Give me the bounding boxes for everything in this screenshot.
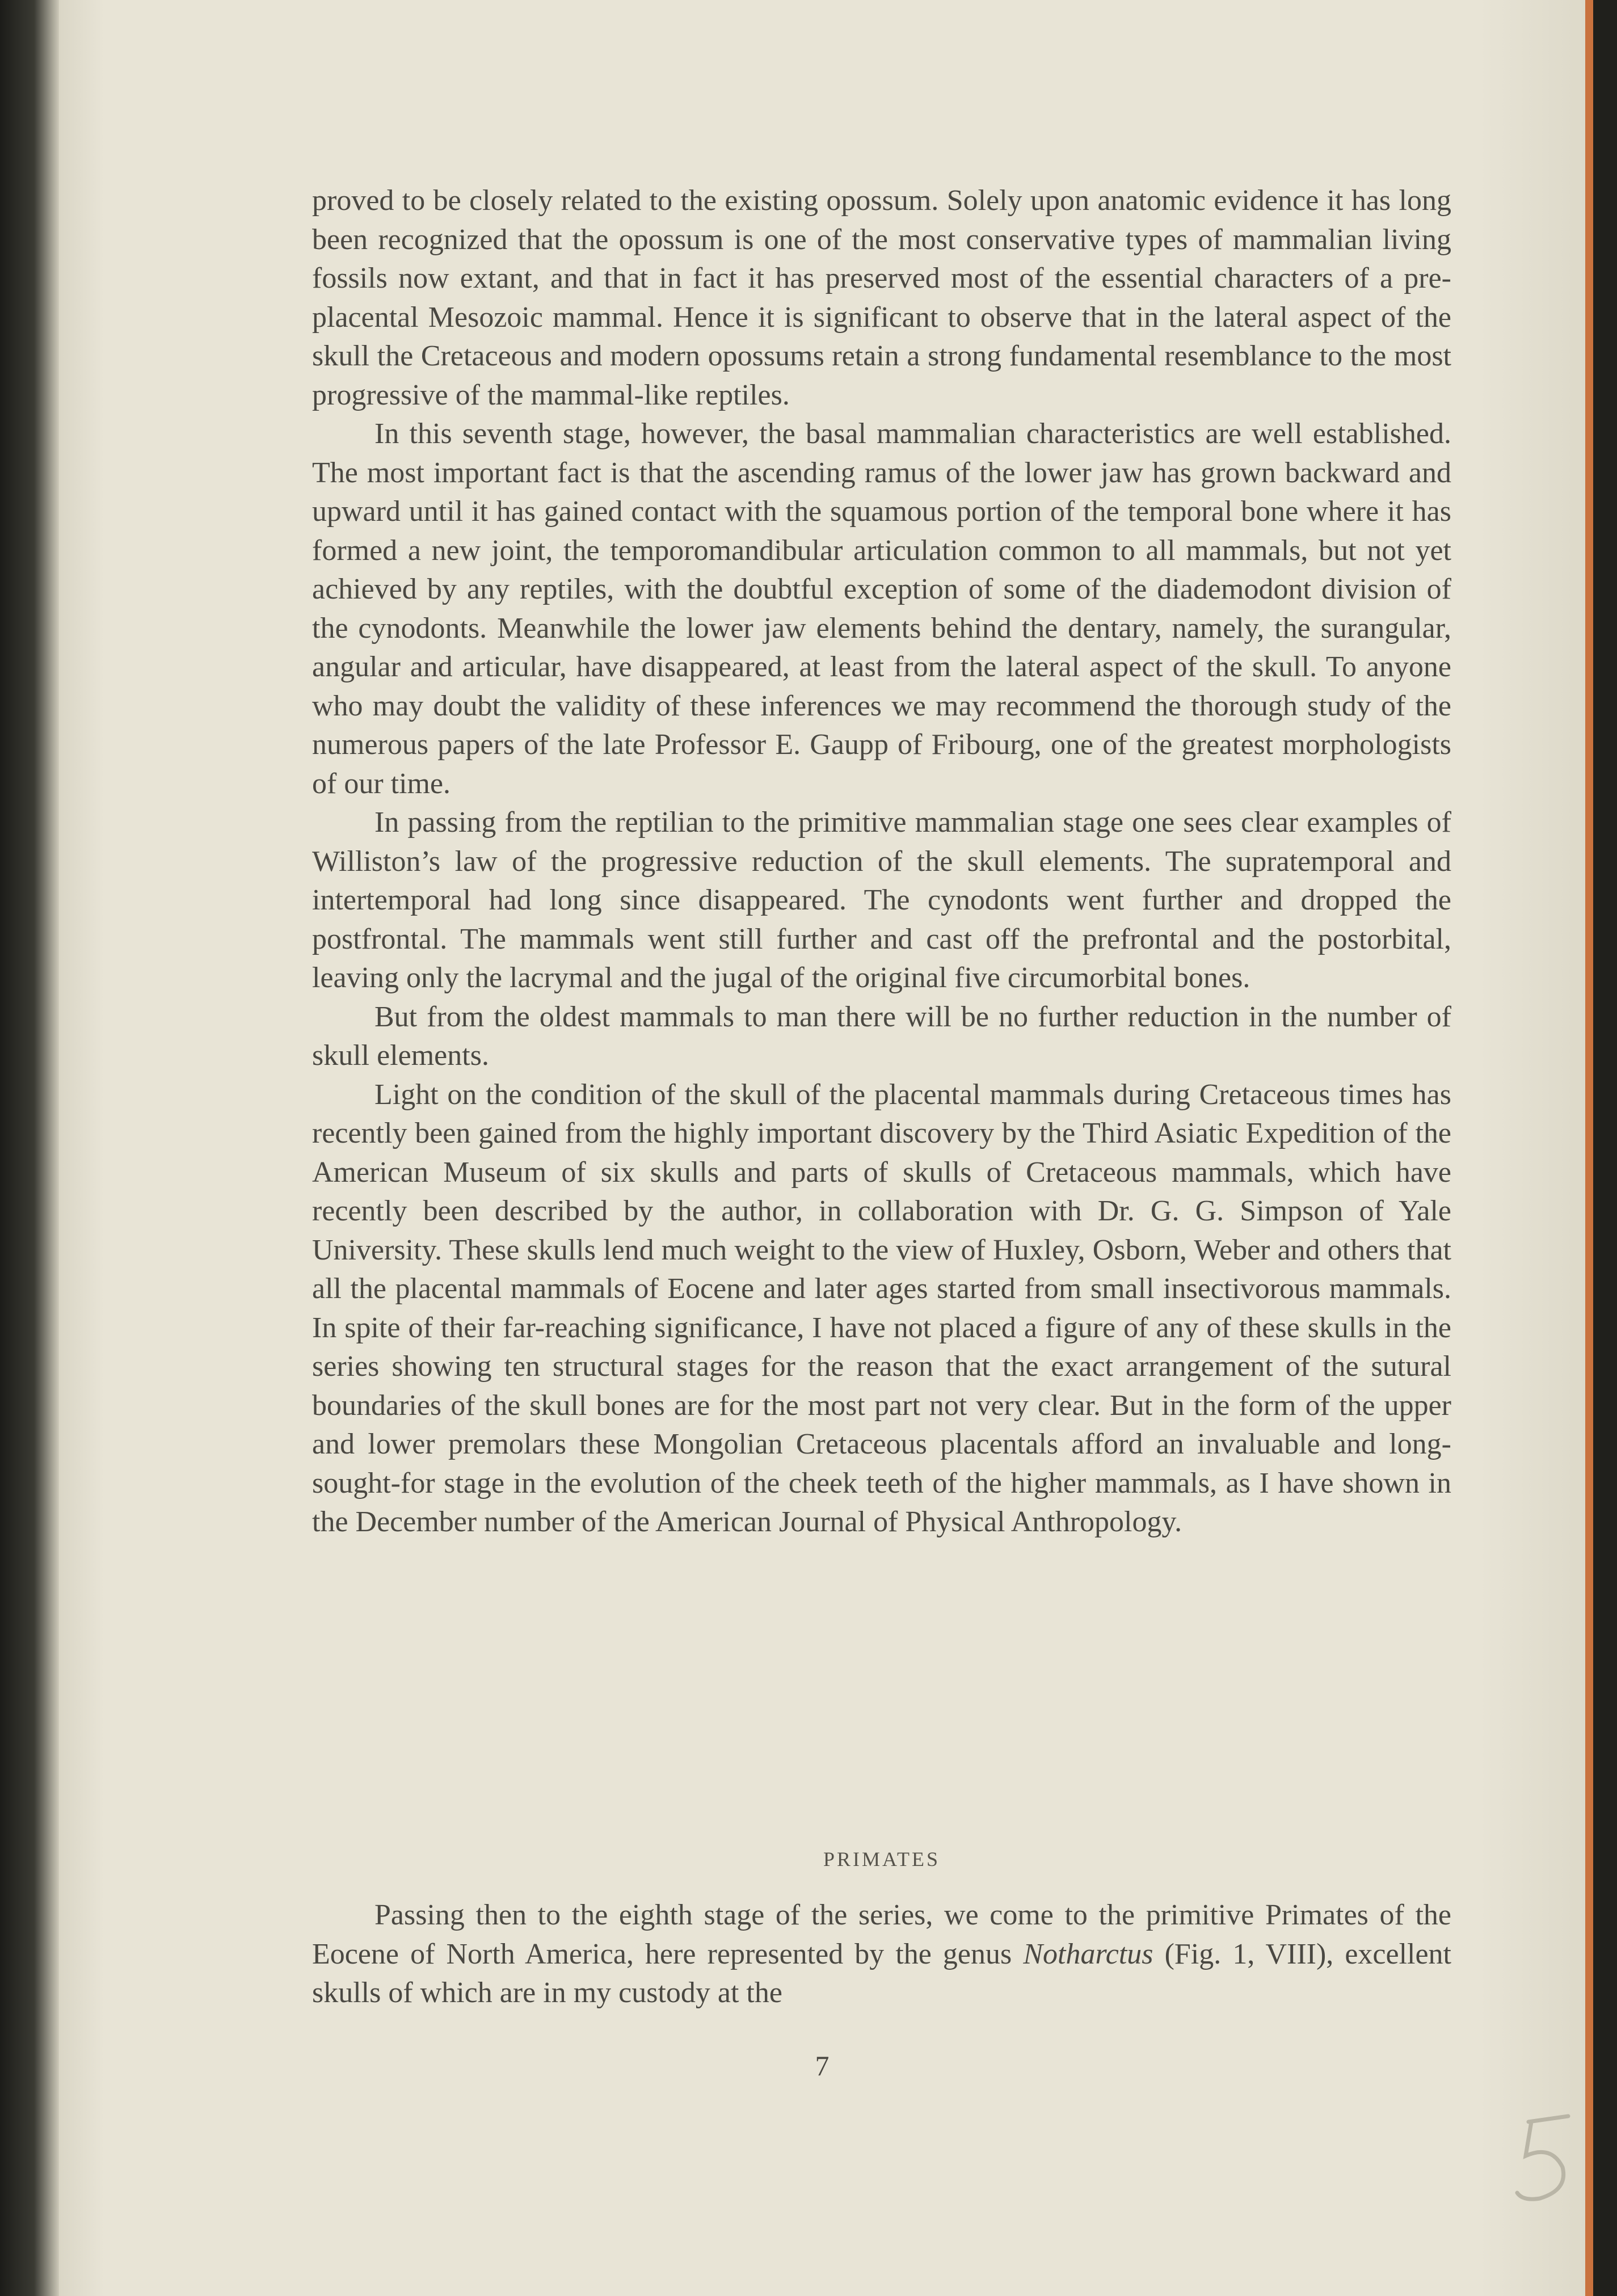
book-page bbox=[59, 0, 1593, 2296]
page-number: 7 bbox=[815, 2050, 829, 2082]
paragraph-5: Light on the condition of the skull of the placental mammals during Cretaceous times has recently been gained from the highly important discovery by the Third Asiatic Expedition of the American Museum of six skulls and parts of skulls of Cretaceous mammals, which have recently been described by the author, in collaboration with Dr. G. G. Simpson of Yale University. These skulls lend much weight to the view of Huxley, Osborn, Weber and others that all the placental mammals of Eocene and later ages started from small insectivorous mammals. In spite of their far-reaching significance, I have not placed a figure of any of these skulls in the series showing ten structural stages for the reason that the exact arrangement of the sutural boundaries of the skull bones are for the most part not very clear. But in the form of the upper and lower premolars these Mongolian Cretaceous placentals afford an invaluable and long-sought-for stage in the evolution of the cheek teeth of the higher mammals, as I have shown in the December number of the American Journal of Physical Anthropology. bbox=[312, 1078, 1451, 1538]
final-paragraph-start: Passing then to the eighth stage of the series, we come to the primitive Primates of the Eocene of North America, here represented by the genus bbox=[312, 1899, 1451, 1970]
handwritten-page-mark bbox=[1500, 2099, 1591, 2213]
section-heading: PRIMATES bbox=[823, 1848, 941, 1870]
final-paragraph bbox=[312, 1896, 1451, 2013]
book-gutter bbox=[0, 0, 59, 2296]
paragraph-1: proved to be closely related to the existing opossum. Solely upon anatomic evidence it has long been recognized that the opossum is one of the most conservative types of mammalian living fossils now extant, and that in fact it has preserved most of the essential characters of a pre-placental Mesozoic mammal. Hence it is significant to observe that in the lateral aspect of the skull the Cretaceous and modern opossums retain a strong fundamental resemblance to the most progressive of the mammal-like reptiles. bbox=[312, 184, 1451, 411]
final-paragraph-block bbox=[312, 1896, 1451, 2013]
genus-name: Notharctus bbox=[1023, 1937, 1153, 1970]
final-paragraph-end: (Fig. 1, VIII), excellent skulls of which are in my custody at the bbox=[312, 1937, 1451, 2009]
paragraph-3: In passing from the reptilian to the primitive mammalian stage one sees clear examples of Williston’s law of the progressive reduction of the skull elements. The supratemporal and intertemporal had long since disappeared. The cynodonts went further and dropped the postfrontal. The mammals went still further and cast off the prefrontal and the postorbital, leaving only the lacrymal and the jugal of the original five circumorbital bones. bbox=[312, 806, 1451, 994]
paragraph-4: But from the oldest mammals to man there will be no further reduction in the number of skull elements. bbox=[312, 1000, 1451, 1072]
paragraph-2: In this seventh stage, however, the basal mammalian characteristics are well established. The most important fact is that the ascending ramus of the lower jaw has grown backward and upward until it has gained contact with the squamous portion of the temporal bone where it has formed a new joint, the temporomandibular articulation common to all mammals, but not yet achieved by any reptiles, with the doubtful exception of some of the diademodont division of the cynodonts. Meanwhile the lower jaw elements behind the dentary, namely, the surangular, angular and articular, have disappeared, at least from the lateral aspect of the skull. To anyone who may doubt the validity of these inferences we may recommend the thorough study of the numerous papers of the late Professor E. Gaupp of Fribourg, one of the greatest morphologists of our time. bbox=[312, 418, 1451, 800]
body-text bbox=[312, 182, 1451, 1542]
